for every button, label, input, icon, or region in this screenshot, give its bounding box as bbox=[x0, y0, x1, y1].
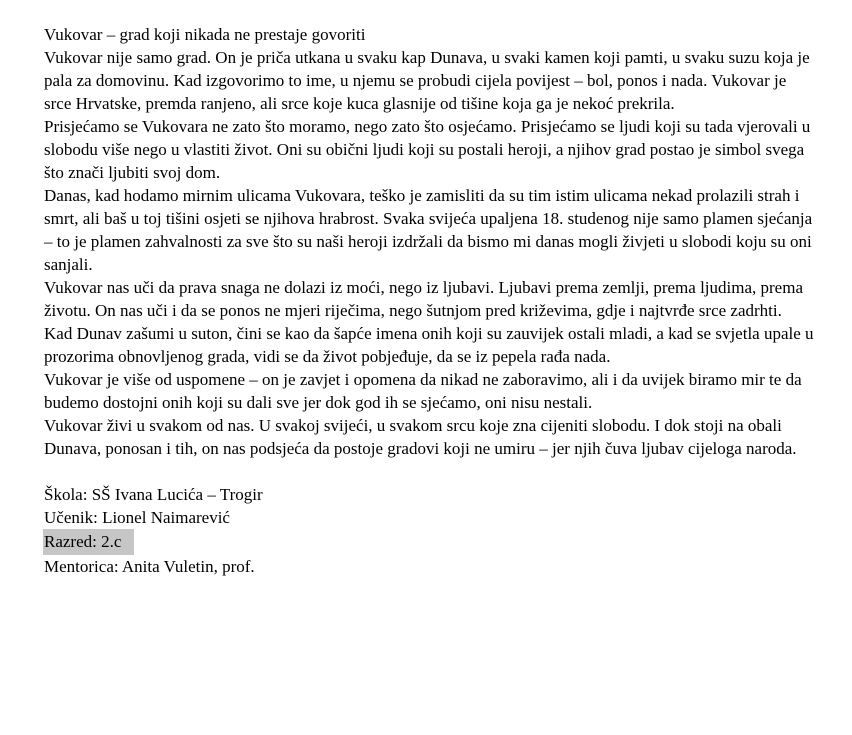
body-paragraph-2: Prisjećamo se Vukovara ne zato što moramo, nego zato što osjećamo. Prisjećamo se ljudi koji su tada vjerovali u slobodu više nego u vlastiti život. Oni su obični ljudi koji su postali heroji, a njihov grad postao je simbol svega što znači ljubiti svoj dom. bbox=[44, 117, 811, 182]
document-title: Vukovar – grad koji nikada ne prestaje govoriti bbox=[44, 25, 366, 44]
document-body bbox=[44, 46, 814, 460]
credits-block bbox=[44, 483, 814, 578]
body-paragraph-5: Kad Dunav zašumi u suton, čini se kao da šapće imena onih koji su zauvijek ostali mladi, a kad se svjetla upale u prozorima obnovljenog grada, vidi se da život pobjeđuje, da se iz pepela rađa nada. bbox=[44, 324, 814, 366]
body-paragraph-6: Vukovar je više od uspomene – on je zavjet i opomena da nikad ne zaboravimo, ali i da uvijek biramo mir te da budemo dostojni onih koji su dali sve jer dok god ih se sjećamo, oni nisu nestali. bbox=[44, 370, 802, 412]
body-paragraph-3: Danas, kad hodamo mirnim ulicama Vukovara, teško je zamisliti da su tim istim ulicama nekad prolazili strah i smrt, ali baš u toj tišini osjeti se njihova hrabrost. Svaka svijeća upaljena 18. studenog nije samo plamen sjećanja – to je plamen zahvalnosti za sve što su naši heroji izdržali da bismo mi danas mogli živjeti u slobodi koju su oni sanjali. bbox=[44, 186, 813, 274]
credit-line-mentor: Mentorica: Anita Vuletin, prof. bbox=[44, 557, 255, 576]
body-paragraph-7: Vukovar živi u svakom od nas. U svakoj svijeći, u svakom srcu koje zna cijeniti slobodu. I dok stoji na obali Dunava, ponosan i tih, on nas podsjeća da postoje gradovi koji ne umiru – jer njih čuva ljubav cijeloga naroda. bbox=[44, 416, 797, 458]
credit-line-class bbox=[44, 529, 814, 555]
body-paragraph-1: Vukovar nije samo grad. On je priča utkana u svaku kap Dunava, u svaki kamen koji pamti, u svaku suzu koja je pala za domovinu. Kad izgovorimo to ime, u njemu se probudi cijela povijest – bol, ponos i nada. Vukovar je srce Hrvatske, premda ranjeno, ali srce koje kuca glasnije od tišine koja ga je nekoć prekrila. bbox=[44, 48, 810, 113]
body-paragraph-4: Vukovar nas uči da prava snaga ne dolazi iz moći, nego iz ljubavi. Ljubavi prema zemlji, prema ljudima, prema životu. On nas uči i da se ponos ne mjeri riječima, nego šutnjom pred križevima, gdje i najtvrđe srce zadrhti. bbox=[44, 278, 803, 320]
credit-line-school: Škola: SŠ Ivana Lucića – Trogir bbox=[44, 485, 263, 504]
selected-text[interactable]: Razred: 2.c bbox=[43, 529, 134, 555]
credit-line-student: Učenik: Lionel Naimarević bbox=[44, 508, 230, 527]
